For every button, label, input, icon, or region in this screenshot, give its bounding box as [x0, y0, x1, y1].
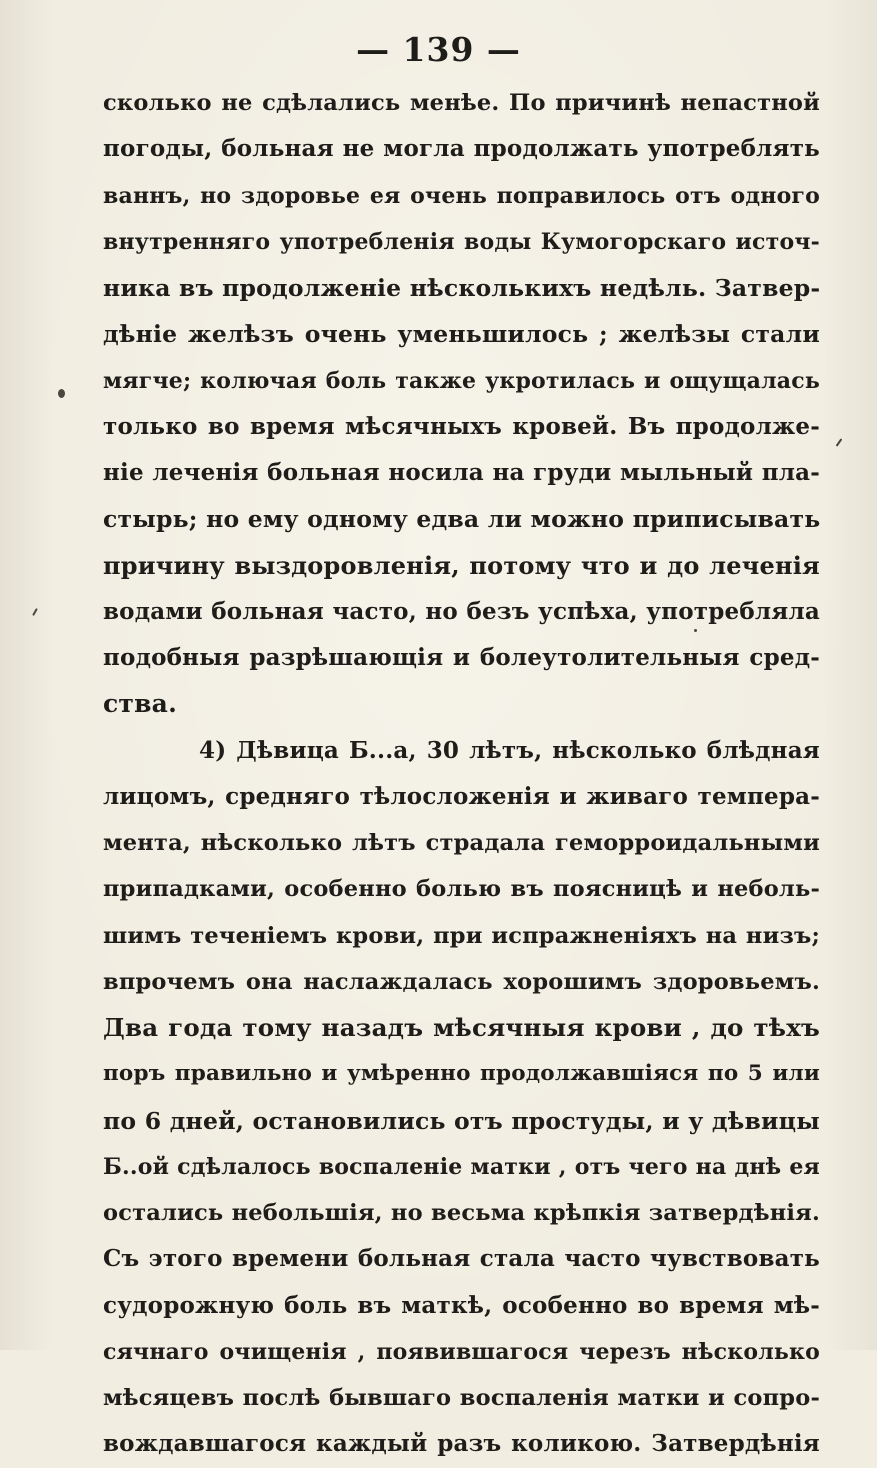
paragraph-start-line: 4) Дѣвица Б...а, 30 лѣтъ, нѣсколько блѣдная: [199, 736, 820, 764]
text-line: впрочемъ она наслаждалась хорошимъ здоровьемъ.: [103, 968, 820, 995]
text-line: только во время мѣсячныхъ кровей. Въ продолже-: [103, 412, 820, 440]
text-line: сячнаго очищенія , появившагося черезъ нѣсколько: [103, 1338, 820, 1365]
text-line: ника въ продолженіе нѣсколькихъ недѣль. Затвер-: [103, 274, 821, 302]
text-line: мягче; колючая боль также укротилась и ощущалась: [103, 367, 820, 394]
text-line: погоды, больная не могла продолжать употреблять: [103, 135, 820, 163]
text-line: вождавшагося каждый разъ коликою. Затвердѣнія: [103, 1430, 820, 1458]
ink-speck: [694, 629, 697, 632]
text-line: Съ этого времени больная стала часто чувствовать: [103, 1245, 820, 1273]
text-line: водами больная часто, но безъ успѣха, употребляла: [103, 597, 820, 625]
text-line: сколько не сдѣлались менѣе. По причинѣ непастной: [103, 90, 820, 116]
page-number: — 139 —: [356, 30, 521, 69]
ink-speck: [32, 608, 38, 616]
text-line: ства.: [103, 689, 177, 719]
text-line: судорожную боль въ маткѣ, особенно во время мѣ-: [103, 1291, 820, 1319]
text-line: припадками, особенно болью въ поясницѣ и неболь-: [103, 876, 820, 903]
text-line: мента, нѣсколько лѣтъ страдала геморроидальными: [103, 830, 820, 856]
text-line: поръ правильно и умѣренно продолжавшіяся по 5 или: [103, 1061, 820, 1087]
body-text: [103, 80, 820, 1468]
text-line: подобныя разрѣшающія и болеутолительныя сред-: [103, 644, 820, 671]
text-line: внутренняго употребленія воды Кумогорскаго источ-: [103, 228, 820, 255]
text-line: по 6 дней, остановились отъ простуды, и у дѣвицы: [103, 1106, 820, 1135]
ink-speck: [58, 389, 65, 398]
text-line: причину выздоровленія, потому что и до леченія: [103, 550, 820, 580]
ink-speck: [836, 438, 843, 447]
text-line: Два года тому назадъ мѣсячныя крови , до тѣхъ: [103, 1013, 820, 1042]
text-line: Б..ой сдѣлалось воспаленіе матки , отъ чего на днѣ ея: [103, 1153, 820, 1180]
text-line: стырь; но ему одному едва ли можно приписывать: [103, 505, 821, 534]
text-line: мѣсяцевъ послѣ бывшаго воспаленія матки и сопро-: [103, 1385, 820, 1411]
text-line: лицомъ, средняго тѣлосложенія и живаго темпера-: [103, 782, 820, 810]
text-line: шимъ теченіемъ крови, при испражненіяхъ на низъ;: [103, 922, 820, 949]
text-line: ваннъ, но здоровье ея очень поправилось отъ одного: [103, 182, 820, 209]
text-line: дѣніе желѣзъ очень уменьшилось ; желѣзы стали: [103, 320, 820, 349]
text-line: ніе леченія больная носила на груди мыльный пла-: [103, 459, 820, 486]
text-line: остались небольшія, но весьма крѣпкія затвердѣнія.: [103, 1200, 820, 1226]
